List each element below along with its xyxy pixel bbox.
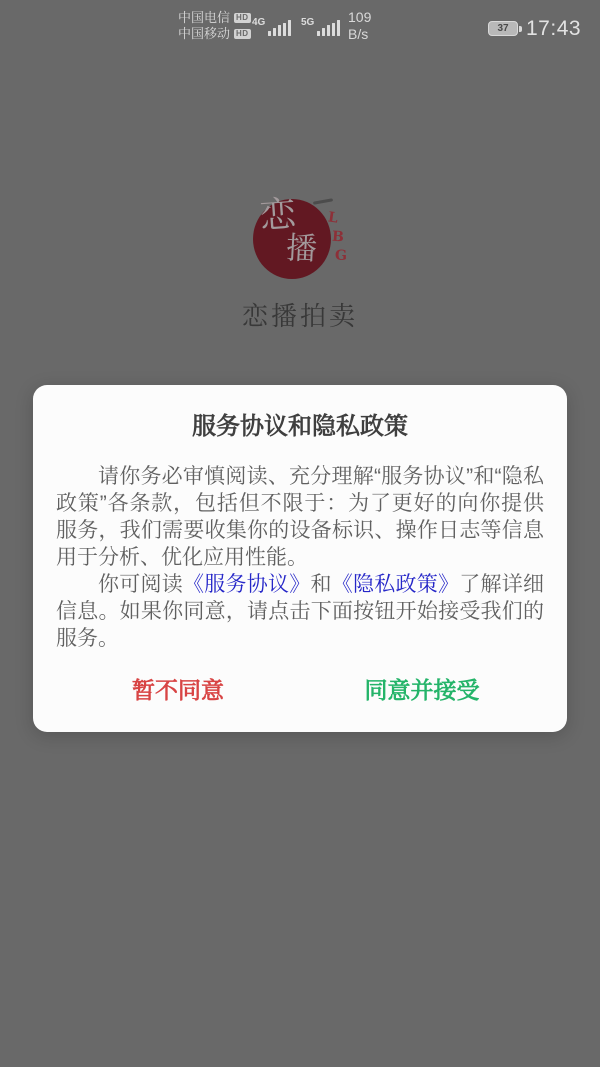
- privacy-dialog: [33, 385, 567, 732]
- network-speed: [348, 9, 371, 43]
- privacy-policy-link[interactable]: 《隐私政策》: [331, 573, 460, 596]
- network-type-label-2: 5G: [301, 17, 315, 28]
- carrier-block: [178, 10, 251, 42]
- decline-button[interactable]: 暂不同意: [56, 676, 300, 704]
- hd-badge-icon: HD: [236, 13, 249, 22]
- logo-character-2: 播: [285, 230, 318, 268]
- app-logo: [252, 193, 352, 286]
- network-type-label-1: 4G: [252, 17, 266, 28]
- status-bar: [0, 0, 600, 52]
- logo-letter-b: B: [331, 228, 345, 246]
- battery-nub-icon: [519, 26, 522, 32]
- service-agreement-link[interactable]: 《服务协议》: [183, 573, 311, 596]
- clock: 17:43: [526, 17, 582, 40]
- signal-group-2: [301, 17, 340, 36]
- battery-percent: 37: [497, 23, 509, 34]
- dialog-paragraph-2: [56, 571, 544, 652]
- carrier-line-2: [178, 26, 251, 42]
- dialog-paragraph-1: [56, 463, 544, 571]
- paragraph-1-text: 请你务必审慎阅读、充分理解“服务协议”和“隐私政策”各条款，包括但不限于：为了更好的向你提供服务，我们需要收集你的设备标识、操作日志等信息用于分析、优化应用性能。: [56, 465, 544, 569]
- app-name: 恋播拍卖: [241, 301, 358, 331]
- accept-button[interactable]: 同意并接受: [300, 676, 544, 704]
- dialog-title: 服务协议和隐私政策: [192, 413, 408, 440]
- carrier-name-2: 中国移动: [178, 26, 231, 41]
- paragraph-2-text: 你可阅读: [98, 573, 183, 596]
- logo-letter-g: G: [335, 248, 347, 264]
- signal-bars-icon: [268, 20, 291, 36]
- logo-brush-stroke-icon: [313, 198, 333, 204]
- battery-icon: [488, 21, 518, 36]
- network-speed-value: 109: [348, 9, 372, 25]
- signal-bars-icon: [317, 20, 340, 36]
- signal-group-1: [252, 17, 291, 36]
- logo-character-1: 恋: [258, 193, 298, 238]
- paragraph-2-text: 和: [310, 573, 332, 596]
- network-speed-unit: B/s: [348, 26, 369, 42]
- paragraph-2-text: 了解详细信息。如果你同意，请点击下面按钮开始接受我们的服务。: [56, 573, 544, 650]
- dialog-button-row: [56, 676, 544, 704]
- hd-badge-icon: HD: [236, 29, 249, 38]
- carrier-line-1: [178, 10, 251, 26]
- carrier-name-1: 中国电信: [178, 10, 231, 25]
- logo-letter-l: L: [326, 209, 339, 227]
- dialog-body: [56, 463, 544, 652]
